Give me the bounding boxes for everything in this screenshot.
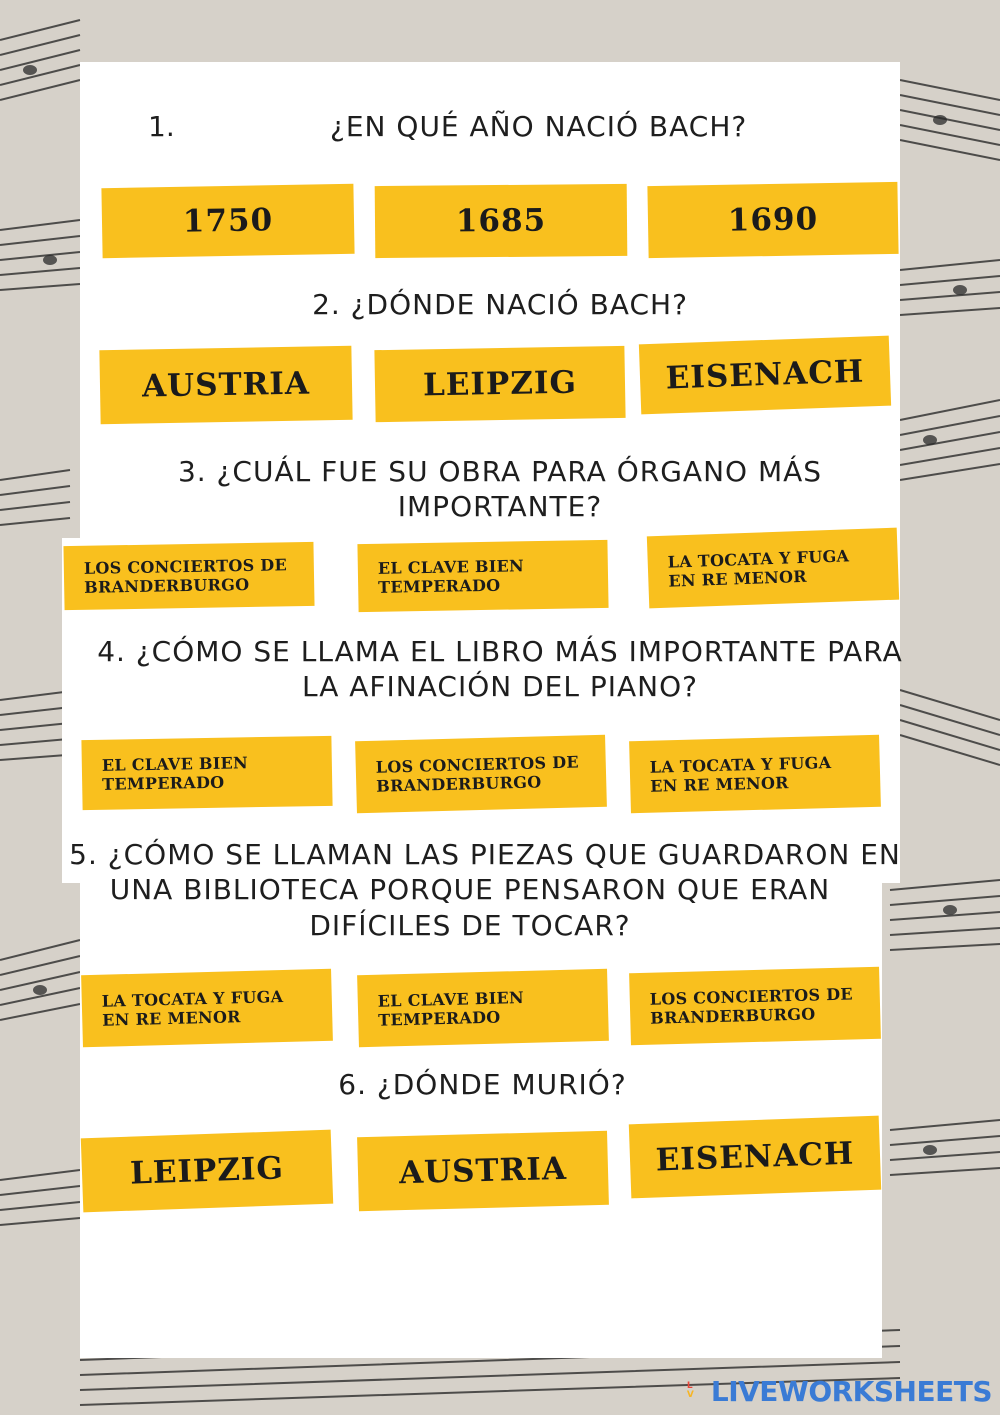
q5-option-1[interactable] (81, 969, 333, 1048)
q6-option-2-label: AUSTRIA (398, 1150, 568, 1192)
question-1-text: ¿EN QUÉ AÑO NACIÓ BACH? (330, 110, 748, 143)
q5-option-2[interactable] (357, 969, 609, 1048)
q1-option-2[interactable] (375, 184, 628, 258)
q5-option-3-line-1: LOS CONCIERTOS DE (649, 984, 854, 1009)
q5-option-3[interactable] (629, 967, 881, 1046)
question-3-line-2: IMPORTANTE? (397, 490, 603, 523)
q6-option-1[interactable] (81, 1130, 333, 1213)
question-5-line-3: DIFÍCILES DE TOCAR? (309, 909, 631, 942)
q1-option-3-label: 1690 (727, 201, 819, 239)
logo-text: LIVEWORKSHEETS (710, 1374, 992, 1408)
q5-option-2-line-1: EL CLAVE BIEN (377, 987, 525, 1011)
q5-option-1-line-1: LA TOCATA Y FUGA (101, 987, 284, 1011)
q2-option-2-label: LEIPZIG (422, 364, 578, 404)
q2-option-1[interactable] (99, 346, 352, 424)
q2-option-3-label: EISENACH (665, 353, 865, 397)
question-4-line-1: 4. ¿CÓMO SE LLAMA EL LIBRO MÁS IMPORTANTE PARA (97, 635, 903, 668)
q4-option-3[interactable] (629, 735, 881, 814)
liveworksheets-logo (687, 1371, 992, 1411)
q2-option-3[interactable] (639, 336, 891, 415)
q1-option-3[interactable] (647, 182, 898, 258)
q6-option-1-label: LEIPZIG (129, 1150, 285, 1192)
q4-option-3-line-1: LA TOCATA Y FUGA (649, 753, 832, 777)
q3-option-2-line-1: EL CLAVE BIEN (377, 556, 525, 578)
q3-option-2-line-2: TEMPERADO (378, 575, 501, 597)
q2-option-2[interactable] (374, 346, 625, 422)
q3-option-1-line-2: BRANDERBURGO (84, 574, 250, 597)
question-4-line-2: LA AFINACIÓN DEL PIANO? (301, 670, 698, 703)
q4-option-1[interactable] (81, 736, 332, 810)
liveworksheets-logo-icon: L V (686, 1381, 694, 1400)
question-5-line-2: UNA BIBLIOTECA PORQUE PENSARON QUE ERAN (109, 873, 831, 906)
q3-option-1-line-1: LOS CONCIERTOS DE (83, 555, 288, 578)
q6-option-2[interactable] (357, 1131, 609, 1212)
q3-option-1[interactable] (63, 542, 314, 610)
q2-option-1-label: AUSTRIA (141, 365, 311, 405)
question-5-line-1: 5. ¿CÓMO SE LLAMAN LAS PIEZAS QUE GUARDARON EN (69, 838, 901, 871)
question-2-text: 2. ¿DÓNDE NACIÓ BACH? (312, 288, 688, 321)
q5-option-2-line-2: TEMPERADO (378, 1007, 501, 1030)
q3-option-3[interactable] (647, 528, 899, 609)
q1-option-1[interactable] (101, 184, 354, 258)
q4-option-3-line-2: EN RE MENOR (650, 773, 790, 796)
q6-option-3[interactable] (629, 1116, 881, 1199)
q3-option-2[interactable] (357, 540, 608, 612)
question-1-number: 1. (148, 110, 175, 143)
question-3-line-1: 3. ¿CUÁL FUE SU OBRA PARA ÓRGANO MÁS (177, 455, 823, 488)
q4-option-1-line-1: EL CLAVE BIEN (101, 753, 249, 775)
q5-option-1-line-2: EN RE MENOR (102, 1007, 242, 1030)
q1-option-1-label: 1750 (182, 202, 274, 240)
q4-option-1-line-2: TEMPERADO (102, 772, 225, 794)
q4-option-2-line-2: BRANDERBURGO (376, 772, 542, 796)
q1-option-2-label: 1685 (455, 202, 547, 240)
q6-option-3-label: EISENACH (655, 1135, 855, 1179)
question-6-text: 6. ¿DÓNDE MURIÓ? (338, 1068, 627, 1101)
q5-option-3-line-2: BRANDERBURGO (650, 1004, 816, 1028)
q4-option-2[interactable] (355, 735, 607, 814)
q3-option-3-line-1: LA TOCATA Y FUGA (667, 546, 850, 572)
q3-option-3-line-2: EN RE MENOR (668, 566, 808, 591)
q4-option-2-line-1: LOS CONCIERTOS DE (375, 752, 580, 777)
